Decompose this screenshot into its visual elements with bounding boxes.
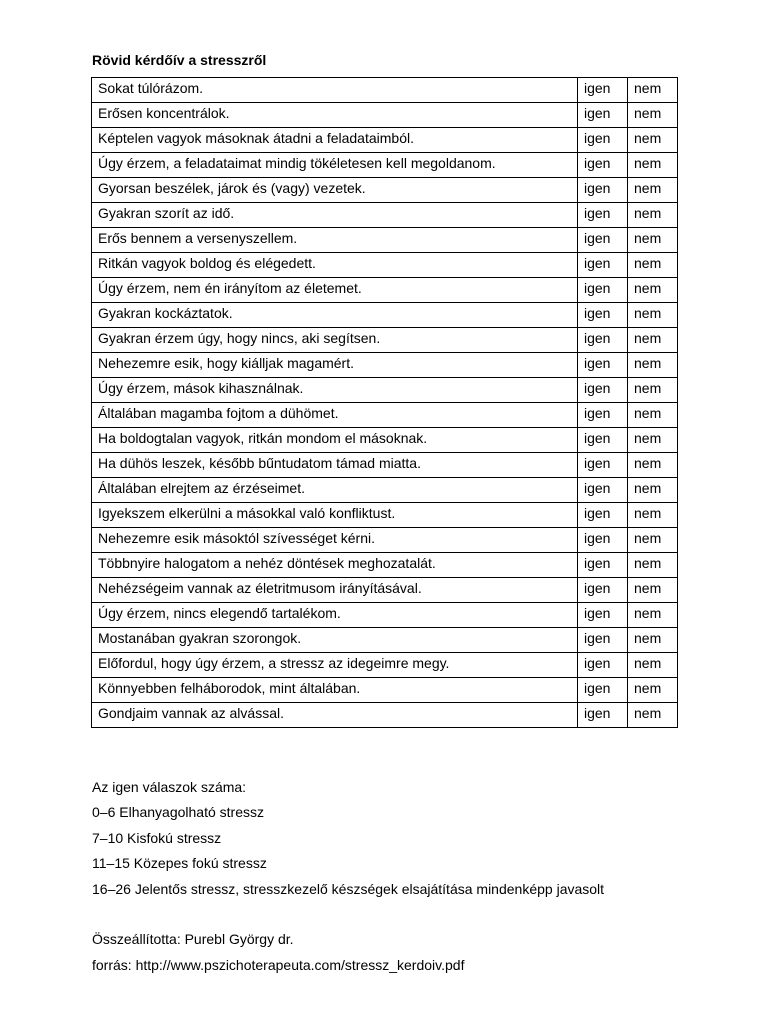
table-row — [92, 603, 678, 628]
answer-no-cell: nem — [628, 303, 678, 328]
statement-cell: Képtelen vagyok másoknak átadni a feladataimból. — [92, 128, 578, 153]
statement-cell: Úgy érzem, nincs elegendő tartalékom. — [92, 603, 578, 628]
answer-no-cell: nem — [628, 203, 678, 228]
statement-cell: Igyekszem elkerülni a másokkal való konfliktust. — [92, 503, 578, 528]
statement-cell: Úgy érzem, mások kihasználnak. — [92, 378, 578, 403]
answer-yes-cell: igen — [578, 503, 628, 528]
answer-no-cell: nem — [628, 703, 678, 728]
answer-yes-cell: igen — [578, 478, 628, 503]
answer-yes-cell: igen — [578, 128, 628, 153]
table-row — [92, 153, 678, 178]
answer-no-cell: nem — [628, 178, 678, 203]
table-row — [92, 628, 678, 653]
answer-no-cell: nem — [628, 503, 678, 528]
table-row — [92, 203, 678, 228]
answer-yes-cell: igen — [578, 628, 628, 653]
answer-no-cell: nem — [628, 353, 678, 378]
answer-no-cell: nem — [628, 378, 678, 403]
statement-cell: Ha boldogtalan vagyok, ritkán mondom el másoknak. — [92, 428, 578, 453]
answer-yes-cell: igen — [578, 353, 628, 378]
answer-no-cell: nem — [628, 628, 678, 653]
answer-yes-cell: igen — [578, 453, 628, 478]
table-row — [92, 653, 678, 678]
answer-yes-cell: igen — [578, 78, 628, 103]
answer-yes-cell: igen — [578, 178, 628, 203]
table-row — [92, 303, 678, 328]
answer-yes-cell: igen — [578, 428, 628, 453]
answer-no-cell: nem — [628, 578, 678, 603]
table-row — [92, 503, 678, 528]
answer-no-cell: nem — [628, 128, 678, 153]
answer-no-cell: nem — [628, 528, 678, 553]
answer-yes-cell: igen — [578, 228, 628, 253]
statement-cell: Többnyire halogatom a nehéz döntések meghozatalát. — [92, 553, 578, 578]
questionnaire-body — [92, 78, 678, 728]
statement-cell: Könnyebben felháborodok, mint általában. — [92, 678, 578, 703]
answer-yes-cell: igen — [578, 553, 628, 578]
answer-yes-cell: igen — [578, 703, 628, 728]
answer-no-cell: nem — [628, 328, 678, 353]
table-row — [92, 703, 678, 728]
answer-yes-cell: igen — [578, 653, 628, 678]
scoring-level: 0–6 Elhanyagolható stressz — [92, 804, 264, 820]
answer-no-cell: nem — [628, 478, 678, 503]
statement-cell: Ritkán vagyok boldog és elégedett. — [92, 253, 578, 278]
statement-cell: Általában magamba fojtom a dühömet. — [92, 403, 578, 428]
table-row — [92, 128, 678, 153]
table-row — [92, 178, 678, 203]
page-title: Rövid kérdőív a stresszről — [92, 52, 267, 68]
table-row — [92, 403, 678, 428]
table-row — [92, 253, 678, 278]
statement-cell: Nehezemre esik, hogy kiálljak magamért. — [92, 353, 578, 378]
statement-cell: Gondjaim vannak az alvással. — [92, 703, 578, 728]
answer-yes-cell: igen — [578, 403, 628, 428]
answer-no-cell: nem — [628, 103, 678, 128]
table-row — [92, 478, 678, 503]
table-row — [92, 428, 678, 453]
statement-cell: Előfordul, hogy úgy érzem, a stressz az idegeimre megy. — [92, 653, 578, 678]
statement-cell: Gyakran kockáztatok. — [92, 303, 578, 328]
table-row — [92, 553, 678, 578]
answer-no-cell: nem — [628, 228, 678, 253]
answer-yes-cell: igen — [578, 153, 628, 178]
answer-yes-cell: igen — [578, 103, 628, 128]
scoring-level: 7–10 Kisfokú stressz — [92, 830, 222, 846]
statement-cell: Úgy érzem, a feladataimat mindig tökéletesen kell megoldanom. — [92, 153, 578, 178]
scoring-level: 16–26 Jelentős stressz, stresszkezelő készségek elsajátítása mindenképp javasolt — [92, 881, 605, 897]
answer-no-cell: nem — [628, 553, 678, 578]
answer-yes-cell: igen — [578, 253, 628, 278]
answer-yes-cell: igen — [578, 678, 628, 703]
answer-no-cell: nem — [628, 403, 678, 428]
statement-cell: Gyakran érzem úgy, hogy nincs, aki segítsen. — [92, 328, 578, 353]
source-reference: forrás: http://www.pszichoterapeuta.com/stressz_kerdoiv.pdf — [92, 957, 465, 973]
statement-cell: Gyorsan beszélek, járok és (vagy) vezetek. — [92, 178, 578, 203]
statement-cell: Úgy érzem, nem én irányítom az életemet. — [92, 278, 578, 303]
answer-no-cell: nem — [628, 253, 678, 278]
answer-no-cell: nem — [628, 603, 678, 628]
answer-yes-cell: igen — [578, 603, 628, 628]
table-row — [92, 678, 678, 703]
statement-cell: Erősen koncentrálok. — [92, 103, 578, 128]
scoring-heading: Az igen válaszok száma: — [92, 779, 247, 795]
answer-no-cell: nem — [628, 78, 678, 103]
statement-cell: Mostanában gyakran szorongok. — [92, 628, 578, 653]
answer-yes-cell: igen — [578, 528, 628, 553]
scoring-level: 11–15 Közepes fokú stressz — [92, 855, 267, 871]
statement-cell: Nehézségeim vannak az életritmusom irányításával. — [92, 578, 578, 603]
statement-cell: Ha dühös leszek, később bűntudatom támad miatta. — [92, 453, 578, 478]
table-row — [92, 453, 678, 478]
answer-no-cell: nem — [628, 453, 678, 478]
table-row — [92, 578, 678, 603]
answer-yes-cell: igen — [578, 578, 628, 603]
table-row — [92, 78, 678, 103]
statement-cell: Gyakran szorít az idő. — [92, 203, 578, 228]
answer-no-cell: nem — [628, 428, 678, 453]
answer-no-cell: nem — [628, 653, 678, 678]
table-row — [92, 103, 678, 128]
questionnaire-table — [91, 77, 678, 728]
author-credit: Összeállította: Purebl György dr. — [92, 931, 294, 947]
statement-cell: Sokat túlórázom. — [92, 78, 578, 103]
statement-cell: Erős bennem a versenyszellem. — [92, 228, 578, 253]
table-row — [92, 228, 678, 253]
table-row — [92, 378, 678, 403]
answer-yes-cell: igen — [578, 203, 628, 228]
statement-cell: Nehezemre esik másoktól szívességet kérni. — [92, 528, 578, 553]
answer-yes-cell: igen — [578, 303, 628, 328]
table-row — [92, 528, 678, 553]
answer-no-cell: nem — [628, 678, 678, 703]
statement-cell: Általában elrejtem az érzéseimet. — [92, 478, 578, 503]
answer-yes-cell: igen — [578, 378, 628, 403]
answer-no-cell: nem — [628, 153, 678, 178]
table-row — [92, 328, 678, 353]
answer-no-cell: nem — [628, 278, 678, 303]
answer-yes-cell: igen — [578, 328, 628, 353]
table-row — [92, 353, 678, 378]
table-row — [92, 278, 678, 303]
answer-yes-cell: igen — [578, 278, 628, 303]
